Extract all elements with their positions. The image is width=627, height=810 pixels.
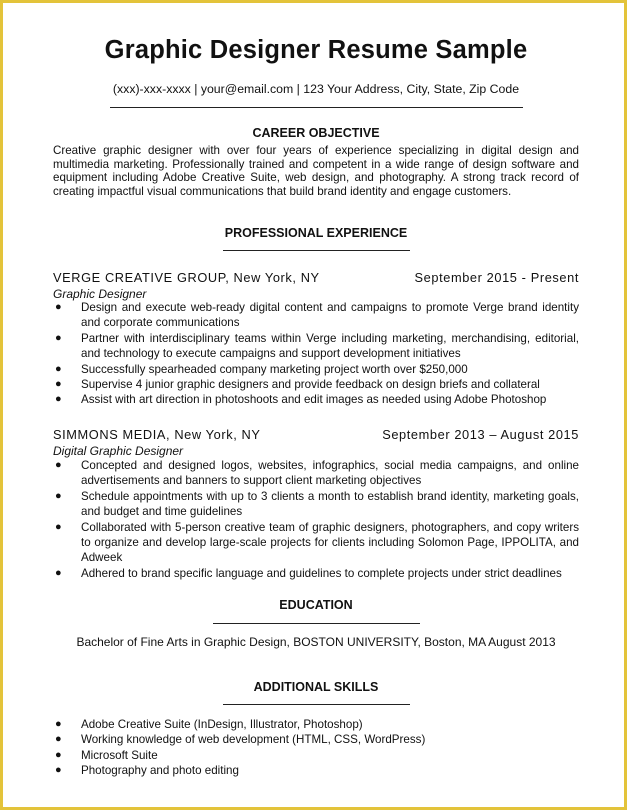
experience-divider — [223, 250, 410, 251]
contact-line: (xxx)-xxx-xxxx | your@email.com | 123 Your Address, City, State, Zip Code — [112, 82, 520, 96]
job-header — [53, 427, 579, 442]
career-objective-text: Creative graphic designer with over four years of experience specializing in digital design and multimedia marketing. Professionally trained and competent in a wide range of design software and equipment including Adobe Creative Suite, web design, and photography. A strong track record of creating impactful visual communications that build brand identity and engage customers. — [53, 144, 579, 199]
career-objective-heading: CAREER OBJECTIVE — [252, 126, 380, 140]
job-dates: September 2015 - Present — [414, 270, 579, 285]
bullet-icon: ● — [55, 748, 62, 761]
list-item: ● Supervise 4 junior graphic designers and provide feedback on design briefs and collateral — [55, 378, 540, 392]
bullet-icon: ● — [55, 718, 62, 730]
bullet-icon: ● — [55, 393, 62, 406]
additional-skills-heading: ADDITIONAL SKILLS — [253, 680, 379, 694]
education-entry: Bachelor of Fine Arts in Graphic Design, BOSTON UNIVERSITY, Boston, MA August 2013 — [76, 635, 556, 649]
job-bullets — [53, 300, 579, 408]
bullet-icon: ● — [55, 378, 62, 391]
resume-title: Graphic Designer Resume Sample — [104, 36, 528, 64]
bullet-icon: ● — [55, 301, 62, 313]
bullet-icon: ● — [55, 362, 62, 375]
list-item: ● Photography and photo editing — [55, 764, 239, 778]
job-company: VERGE CREATIVE GROUP, New York, NY — [53, 270, 320, 285]
professional-experience-heading: PROFESSIONAL EXPERIENCE — [224, 226, 408, 240]
skills-divider — [223, 704, 410, 705]
bullet-icon: ● — [55, 566, 62, 579]
job-header — [53, 270, 579, 285]
bullet-icon: ● — [55, 489, 62, 502]
list-item: ● Microsoft Suite — [55, 748, 158, 762]
bullet-icon: ● — [55, 459, 62, 471]
job-bullets — [53, 458, 579, 581]
list-item: ● Adhered to brand specific language and guidelines to complete projects under strict deadlines — [55, 566, 562, 580]
job-company: SIMMONS MEDIA, New York, NY — [53, 427, 261, 442]
header-divider — [110, 107, 523, 108]
bullet-icon: ● — [55, 733, 62, 746]
skills-list — [53, 717, 579, 779]
job-title: Digital Graphic Designer — [53, 444, 184, 458]
list-item: ● Working knowledge of web development (HTML, CSS, WordPress) — [55, 733, 426, 747]
list-item: ● Design and execute web-ready digital content and campaigns to promote Verge brand identity and corporate communications — [55, 301, 579, 330]
list-item: ● Partner with interdisciplinary teams within Verge including marketing, merchandising, editorial, and technology to execute campaigns and support development initiatives — [55, 331, 579, 361]
list-item: ● Concepted and designed logos, websites, infographics, social media campaigns, and online advertisements and banners to support client marketing objectives — [55, 459, 579, 488]
education-divider — [213, 623, 420, 624]
bullet-icon: ● — [55, 764, 62, 777]
bullet-icon: ● — [55, 520, 62, 533]
education-heading: EDUCATION — [279, 598, 353, 612]
list-item: ● Successfully spearheaded company marketing project worth over $250,000 — [55, 362, 468, 376]
job-title: Graphic Designer — [53, 287, 147, 301]
job-dates: September 2013 – August 2015 — [382, 427, 579, 442]
list-item: ● Schedule appointments with up to 3 clients a month to establish brand identity, marketing goals, and budget and time guidelines — [55, 489, 579, 519]
list-item: ● Assist with art direction in photoshoots and edit images as needed using Adobe Photoshop — [55, 393, 547, 407]
list-item: ● Collaborated with 5-person creative team of graphic designers, photographers, and copy writers to organize and develop large-scale projects for clients including Solomon Page, IPPOLITA, and Adweek — [55, 520, 579, 565]
list-item: ● Adobe Creative Suite (InDesign, Illustrator, Photoshop) — [55, 718, 363, 731]
bullet-icon: ● — [55, 331, 62, 344]
